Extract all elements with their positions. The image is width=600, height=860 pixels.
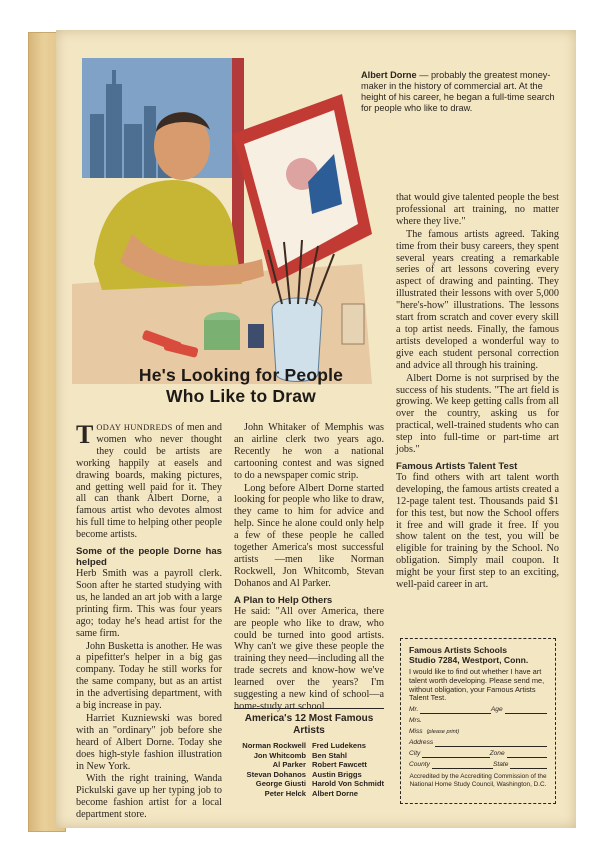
paragraph: John Whitaker of Memphis was an airline clerk two years ago. Recently he won a national cartooning contest and was signed to do a newspaper comic strip. [234,422,384,481]
famous-artists-list [234,708,384,799]
artist-name: Peter Helck [264,788,306,798]
intro-text: of men and women who never thought they could be artists are working happily at easels and drawing boards, making pictures, and getting well paid for it. They all can thank Albert Dorne, a famous artist who devotes almost his full time to helping other people become artists. [76,422,222,541]
coupon-heading [409,645,547,665]
artist-name: George Giusti [255,779,306,789]
drop-cap: T [76,420,94,449]
paragraph: With the right training, Wanda Pickulski gave up her typing job to become fashion artist for a local department store. [76,773,222,821]
label-county: County [409,761,430,769]
subhead-talent-test: Famous Artists Talent Test [396,460,518,472]
paragraph: that would give talented people the best professional art training, no matter where they live." [396,192,559,227]
illustration-caption [361,70,561,114]
accreditation-note: Accredited by the Accrediting Commission of the National Home Study Council, Washington, D.C. [409,773,547,788]
artist-name: Ben Stahl [312,750,348,760]
artist-name: Al Parker [272,760,306,770]
address-field[interactable] [409,739,547,747]
headline-line-2: Who Like to Draw [165,386,316,406]
label-mr: Mr. [409,706,419,714]
article-column-2 [234,422,384,714]
label-city: City [409,750,421,758]
paragraph: He said: "All over America, there are people who like to draw, who could be turned into good artists. Why can't we give these people the training they need—including all the trade secrets and know-how we've learned over the years? I'm suggesting a new kind of school—a home-study art school [234,605,384,712]
mrs-field[interactable] [409,717,547,725]
article-column-3 [396,192,559,592]
label-state: State [492,761,509,769]
artist-name: Harold Von Schmidt [312,779,385,789]
paragraph: To find others with art talent worth developing, the famous artists created a 12-page talent test. Thousands paid $1 for this test, but now the School offers it free and will grade it free. If you show talent on the test, you will be eligible for training by the School. No obligation. Simply mail coupon. It might be your first step to an exciting, well-paid career in art. [396,471,559,591]
artists-grid [234,741,384,799]
name-field[interactable] [409,706,547,714]
label-miss: Miss [409,728,423,736]
paragraph: The famous artists agreed. Taking time from their busy careers, they spent several years creating a remarkable series of art lessons covering every aspect of drawing and painting. They illustrated their lessons with over 5,000 "here's-how" illustrations. The lessons start from scratch and cover every skill a top artist needs. Finally, the famous artists developed a wonderful way to give each student personal correction and advice all through his training. [396,228,559,371]
coupon-body: I would like to find out whether I have art talent worth developing. Please send me, without obligation, your Famous Artists Talent Test. [409,667,545,703]
caption-text: — probably the greatest money-maker in the history of commercial art. At the height of his career, he began a full-time search for people who like to draw. [361,70,555,113]
headline-line-1: He's Looking for People [138,365,344,385]
caption-name: Albert Dorne [361,70,417,80]
coupon-school: Famous Artists Schools [409,645,508,655]
label-address: Address [409,739,434,747]
artists-list-title: America's 12 Most Famous Artists [244,713,374,736]
artist-name: Austin Briggs [312,769,362,779]
artist-name: Fred Ludekens [312,741,367,750]
subhead-plan: A Plan to Help Others [234,594,333,606]
label-age: Age [490,706,503,714]
artist-name: Norman Rockwell [242,741,306,750]
paragraph: Long before Albert Dorne started looking for people who like to draw, they came to him for advice and help. Since he alone could only help a few of these people he called together America's most successful artists —men like Norman Rockwell, Jon Whitcomb, Stevan Dohanos and Al Parker. [234,482,384,589]
label-zone: Zone [489,750,505,758]
artist-name: Jon Whitcomb [253,750,306,760]
label-mrs: Mrs. [409,717,422,725]
please-print-hint: (please print) [426,729,460,736]
paragraph: Albert Dorne is not surprised by the success of his students. "The art field is growing. We keep getting calls from all over the country, asking us for practical, well-trained students who can step into full-time or part-time art jobs." [396,372,559,456]
city-zone-field[interactable] [409,750,547,758]
artist-name: Robert Fawcett [312,760,367,770]
headline [76,365,406,407]
intro-paragraph [76,422,222,541]
subhead-helped: Some of the people Dorne has helped [76,546,222,569]
county-state-field[interactable] [409,761,547,769]
paragraph: John Busketta is another. He was a pipefitter's helper in a big gas company. Today he still works for the same company, but as an artist in the advertising department, with a big increase in pay. [76,640,222,712]
ad-page [56,30,576,828]
coupon-studio: Studio 7284, Westport, Conn. [409,655,529,665]
artist-illustration [72,54,372,384]
paragraph: Herb Smith was a payroll clerk. Soon after he started studying with us, he landed an art job with a large printing firm. This was four years ago; today he's head artist for the same firm. [76,568,222,639]
mail-coupon[interactable] [400,638,556,804]
artist-name: Stevan Dohanos [246,769,306,779]
article-column-1 [76,422,222,822]
artist-name: Albert Dorne [312,788,358,798]
miss-field[interactable] [409,728,547,736]
paragraph: Harriet Kuzniewski was bored with an "ordinary" job before she heard of Albert Dorne. Today she does high-style fashion illustration in New York. [76,712,222,772]
intro-smallcaps: ODAY HUNDREDS [96,423,173,432]
